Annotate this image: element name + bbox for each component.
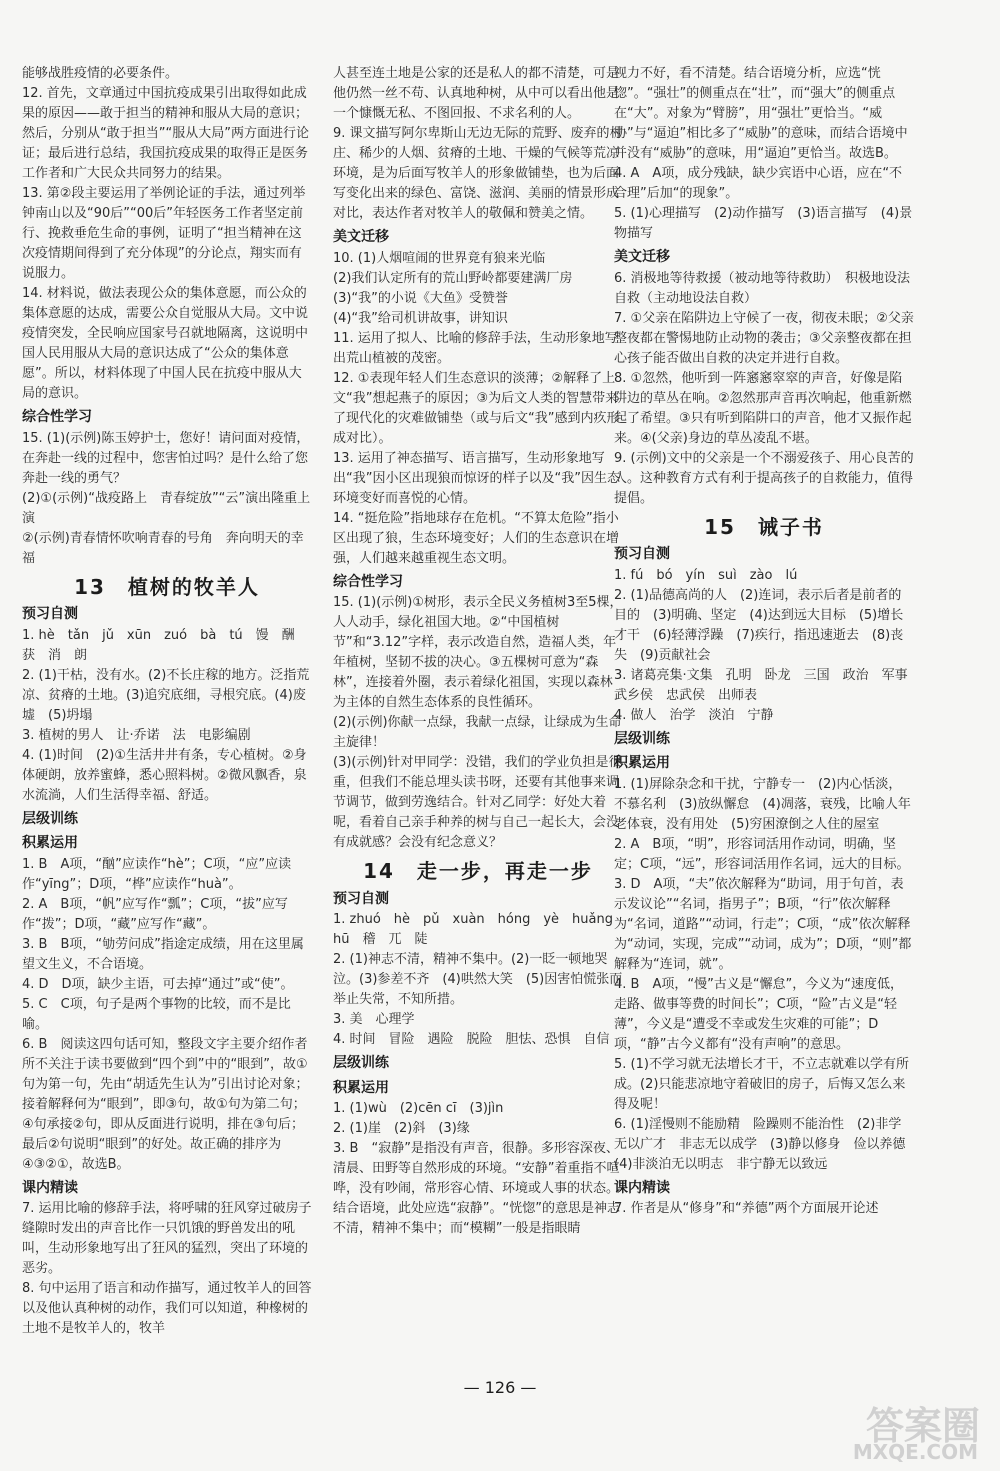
answer-item: 2. (1)神志不清，精神不集中。(2)一眨一顿地哭泣。(3)参差不齐 (4)哄然大笑 (5)因害怕慌张而举止失常，不知所措。 bbox=[333, 952, 623, 1007]
answer-item: 3. 美 心理学 bbox=[333, 1012, 415, 1027]
answer-item: 13. 第②段主要运用了举例论证的手法，通过列举钟南山以及“90后”“00后”年轻医务工作者坚定前行、挽救垂危生命的事例，证明了“担当精神在这次疫情期间得到了充分体现”的分论点，翔实而有说服力。 bbox=[22, 186, 306, 281]
section-heading: 积累运用 bbox=[614, 755, 670, 771]
answer-item: 7. 运用比喻的修辞手法，将呼啸的狂风穿过破房子缝隙时发出的声音比作一只饥饿的野兽发出的吼叫，生动形象地写出了狂风的猛烈，突出了环境的恶劣。 bbox=[22, 1201, 312, 1276]
answer-item: 10. (1)人烟喧闹的世界竟有狼来光临 bbox=[333, 250, 546, 266]
page-number: — 126 — bbox=[463, 1378, 537, 1397]
answer-item: (2)①(示例)“战疫路上 青春绽放”“云”演出隆重上演 bbox=[22, 490, 311, 526]
answer-item: 1. fú bó yín suì zào lú bbox=[614, 567, 798, 583]
answer-item: 2. A B项，“明”，形容词活用作动词，明确，坚定；C项，“远”，形容词活用作名词，远大的目标。 bbox=[614, 836, 910, 872]
answer-item: 4. D D项，缺少主语，可去掉“通过”或“使”。 bbox=[22, 976, 294, 992]
watermark-url: MXQE.COM bbox=[852, 1440, 978, 1464]
lesson-title: 14 走一步，再走一步 bbox=[363, 859, 593, 883]
column-left bbox=[22, 64, 312, 1339]
answer-item: 12. 首先，文章通过中国抗疫成果引出取得如此成果的原因——敢于担当的精神和服从大局的意识；然后，分别从“敢于担当”“服从大局”两方面进行论证；最后进行总结，我国抗疫成果的取得正是医务工作者和广大民众共同努力的结果。 bbox=[22, 86, 309, 181]
section-heading: 层级训练 bbox=[22, 810, 78, 827]
answer-item: 4. 时间 冒险 遇险 脱险 胆怯、恐惧 自信 bbox=[333, 1032, 610, 1047]
answer-item: 4. 做人 治学 淡泊 宁静 bbox=[614, 707, 774, 723]
lesson-title: 15 诫子书 bbox=[704, 514, 824, 539]
answer-item: 3. B “寂静”是指没有声音，很静。多形容深夜、清晨、田野等自然形成的环境。“安静”着重指不喧哗，没有吵闹，常形容心情、环境或人事的状态。结合语境，此处应选“寂静”。“恍惚”的意思是神志不清，精神不集中；而“模糊”一般是指眼睛 bbox=[333, 1141, 620, 1236]
section-heading: 预习自测 bbox=[22, 606, 78, 622]
answer-item: 4. A A项，成分残缺，缺少宾语中心语，应在“不合理”后加“的现象”。 bbox=[614, 166, 903, 201]
section-heading: 预习自测 bbox=[614, 546, 670, 562]
answer-item: 15. (1)(示例)①树形，表示全民义务植树3至5棵，人人动手，绿化祖国大地。②“中国植树节”和“3.12”字样，表示改造自然，造福人类，年年植树，坚韧不拔的决心。③五棵树可意为“森林”，连接着外圈，表示着绿化祖国，实现以森林为主体的自然生态体系的良性循环。 bbox=[333, 595, 623, 710]
answer-item: 4. (1)时间 (2)①生活井井有条，专心植树。②身体硬朗，放养蜜蜂，悉心照料树。②微风飘香，泉水流淌，人们生活得幸福、舒适。 bbox=[22, 747, 307, 803]
answer-item: 14. 材料说，做法表现公众的集体意愿，而公众的集体意愿的达成，需要公众自觉服从大局。文中说疫情突发，全民响应国家号召就地隔离，这说明中国人民用服从大局的意识达成了“公众的集体意愿”。所以，材料体现了中国人民在抗疫中服从大局的意识。 bbox=[22, 286, 309, 401]
answer-item: ②(示例)青春情怀吹响青春的号角 奔向明天的幸福 bbox=[22, 530, 304, 566]
section-heading: 层级训练 bbox=[333, 1055, 389, 1071]
section-heading: 综合性学习 bbox=[22, 409, 92, 425]
answer-item: 2. (1)干枯，没有水。(2)不长庄稼的地方。泛指荒凉、贫瘠的土地。(3)追究底细，寻根究底。(4)废墟 (5)坍塌 bbox=[22, 667, 310, 723]
answer-item: 15. (1)(示例)陈玉婷护士，您好！请问面对疫情，在奔赴一线的过程中，您害怕过吗？是什么给了您奔赴一线的勇气？ bbox=[22, 430, 310, 486]
answer-item: 2. (1)品德高尚的人 (2)连词，表示后者是前者的目的 (3)明确、坚定 (4)达到远大目标 (5)增长才干 (6)轻薄浮躁 (7)疾行，指迅速逝去 (8)丧失 (9)贡献社会 bbox=[614, 587, 904, 663]
section-heading: 积累运用 bbox=[22, 835, 78, 851]
answer-item: 8. 句中运用了语言和动作描写，通过牧羊人的回答以及他认真种树的动作，我们可以知道，种橡树的土地不是牧羊人的，牧羊 bbox=[22, 1281, 312, 1336]
answer-item: 3. D A项，“夫”依次解释为“助词，用于句首，表示发议论”“名词，指男子”；B项，“行”依次解释为“名词，道路”“动词，行走”；C项，“成”依次解释为“动词，实现，完成”“动词，成为”；D项，“则”都解释为“连词，就”。 bbox=[614, 876, 912, 972]
answer-item: 视力不好，看不清楚。结合语境分析，应选“恍惚”。“强壮”的侧重点在“壮”，而“强大”的侧重点在“大”。对象为“臂膀”，用“强壮”更恰当。“威胁”与“逼迫”相比多了“威胁”的意味，而结合语境中并没有“威胁”的意味，用“逼迫”更恰当。故选B。 bbox=[614, 66, 908, 161]
answer-item: 1. hè tǎn jǔ xūn zuó bà tú 馒 酬 获 消 朗 bbox=[22, 627, 308, 663]
column-right bbox=[614, 64, 921, 1219]
answer-item: 7. 作者是从“修身”和“养德”两个方面展开论述 bbox=[614, 1201, 879, 1216]
answer-item: 1. (1)wù (2)cēn cī (3)jìn bbox=[333, 1101, 504, 1116]
answer-item: (4)“我”给司机讲故事，讲知识 bbox=[333, 310, 508, 326]
answer-item: 8. ①忽然，他听到一阵窸窸窣窣的声音，好像是陷阱边的草丛在响。②忽然那声音再次响起，他重新燃起了希望。③只有听到陷阱口的声音，他才又振作起来。④(父亲)身边的草丛凌乱不堪。 bbox=[614, 370, 912, 446]
section-heading: 课内精读 bbox=[22, 1179, 78, 1196]
answer-item: 14. “挺危险”指地球存在危机。“不算太危险”指小区出现了狼，生态环境变好；人们的生态意识在增强，人们越来越重视生态文明。 bbox=[333, 510, 620, 566]
answer-item: 能够战胜疫情的必要条件。 bbox=[22, 66, 179, 81]
answer-item: (2)(示例)你献一点绿，我献一点绿，让绿成为生命主旋律！ bbox=[333, 715, 622, 750]
section-heading: 综合性学习 bbox=[333, 573, 403, 590]
answer-item: 1. (1)屏除杂念和干扰，宁静专一 (2)内心恬淡，不慕名利 (3)放纵懈怠 (4)凋落，衰残，比喻人年老体衰，没有用处 (5)穷困潦倒之人住的屋室 bbox=[614, 776, 911, 832]
section-heading: 课内精读 bbox=[614, 1179, 670, 1196]
lesson-title: 13 植树的牧羊人 bbox=[74, 574, 260, 599]
answer-item: 5. C C项，句子是两个事物的比较，而不是比喻。 bbox=[22, 996, 291, 1032]
answer-item: 5. (1)不学习就无法增长才干，不立志就难以学有所成。(2)只能悲凉地守着破旧的房子，后悔又怎么来得及呢！ bbox=[614, 1056, 909, 1112]
section-heading: 层级训练 bbox=[614, 730, 670, 747]
answer-item: (2)我们认定所有的荒山野岭都要建满厂房 (3)“我”的小说《大鱼》受赞誉 bbox=[333, 270, 586, 306]
answer-item: 12. ①表现年轻人们生态意识的淡薄；②解释了上文“我”想起燕子的原因；③为后文人类的智慧带来了现代化的灾难做铺垫（或与后文“我”感到内疚形成对比）。 bbox=[333, 370, 620, 446]
section-heading: 美文迁移 bbox=[333, 229, 389, 245]
answer-item: 9. (示例)文中的父亲是一个不溺爱孩子、用心良苦的人。这种教育方式有利于提高孩子的自救能力，值得提倡。 bbox=[614, 450, 914, 506]
section-heading: 美文迁移 bbox=[614, 249, 670, 265]
answer-item: 3. 植树的男人 让·乔诺 法 电影编剧 bbox=[22, 727, 251, 743]
answer-item: 1. B A项，“酗”应读作“hè”；C项，“应”应读作“yīng”；D项，“桦”应读作“huà”。 bbox=[22, 856, 292, 892]
answer-item: 13. 运用了神态描写、语言描写，生动形象地写出“我”因小区出现狼而惊讶的样子以及“我”因生态环境变好而喜悦的心情。 bbox=[333, 450, 620, 506]
answer-item: 11. 运用了拟人、比喻的修辞手法，生动形象地写出荒山植被的茂密。 bbox=[333, 330, 618, 366]
answer-item: 7. ①父亲在陷阱边上守候了一夜，彻夜未眠；②父亲整夜都在警惕地防止动物的袭击；③父亲整夜都在担心孩子能否做出自救的决定并进行自救。 bbox=[614, 310, 914, 366]
answer-item: 4. B A项，“慢”古义是“懈怠”，今义为“速度低，走路、做事等费的时间长”；C项，“险”古义是“轻薄”，今义是“遭受不幸或发生灾难的可能”；D项，“静”古今义都有“没有声响”的意思。 bbox=[614, 976, 904, 1052]
answer-item: 2. A B项，“帆”应写作“瓢”；C项，“拔”应写作“拨”；D项，“藏”应写作“藏”。 bbox=[22, 896, 288, 932]
answer-item: 9. 课文描写阿尔卑斯山无边无际的荒野、废弃的村庄、稀少的人烟、贫瘠的土地、干燥的气候等荒凉环境，是为后面写牧羊人的形象做铺垫，也为后面写变化出来的绿色、富饶、滋润、美丽的情景形成对比，表达作者对牧羊人的敬佩和赞美之情。 bbox=[333, 126, 623, 221]
answer-item: (3)(示例)针对甲同学：没错，我们的学业负担是很重，但我们不能总埋头读书呀，还要有其他事来调节调节，做到劳逸结合。针对乙同学：好处大着呢，看着自己亲手种养的树与自己一起长大，会没有成就感？会没有纪念意义？ bbox=[333, 755, 622, 850]
column-middle bbox=[333, 64, 623, 1239]
answer-item: 3. 诸葛亮集·文集 孔明 卧龙 三国 政治 军事 武乡侯 忠武侯 出师表 bbox=[614, 667, 921, 703]
answer-item: 6. (1)淫慢则不能励精 险躁则不能治性 (2)非学无以广才 非志无以成学 (3)静以修身 俭以养德 (4)非淡泊无以明志 非宁静无以致远 bbox=[614, 1116, 919, 1172]
answer-item: 2. (1)崖 (2)斜 (3)缘 bbox=[333, 1121, 470, 1136]
answer-item: 3. B B项，“劬劳问成”指途定成绩，用在这里属望文生义，不合语境。 bbox=[22, 936, 304, 972]
answer-item: 6. 消极地等待救援（被动地等待救助） 积极地设法自救（主动地设法自救） bbox=[614, 270, 911, 306]
watermark-logo: 答案圈 bbox=[865, 1404, 980, 1448]
answer-item: 人甚至连土地是公家的还是私人的都不清楚，可是他仍然一丝不苟、认真地种树，从中可以看出他是一个慷慨无私、不图回报、不求名利的人。 bbox=[333, 66, 620, 121]
answer-item: 5. (1)心理描写 (2)动作描写 (3)语言描写 (4)景物描写 bbox=[614, 206, 913, 241]
section-heading: 积累运用 bbox=[333, 1079, 389, 1096]
answer-item: 1. zhuó hè pǔ xuàn hóng yè huǎng hū 稽 兀 陡 bbox=[333, 912, 613, 947]
section-heading: 预习自测 bbox=[333, 890, 389, 907]
answer-item: 6. B 阅读这四句话可知，整段文字主要介绍作者所不关注于读书要做到“四个到”中的“眼到”，故①句为第一句，先由“胡适先生认为”引出讨论对象；接着解释何为“眼到”，即③句，故①句为第二句；④句承接②句，即从反面进行说明，排在③句后；最后②句说明“眼到”的好处。故正确的排序为④③②①，故选B。 bbox=[22, 1036, 309, 1172]
